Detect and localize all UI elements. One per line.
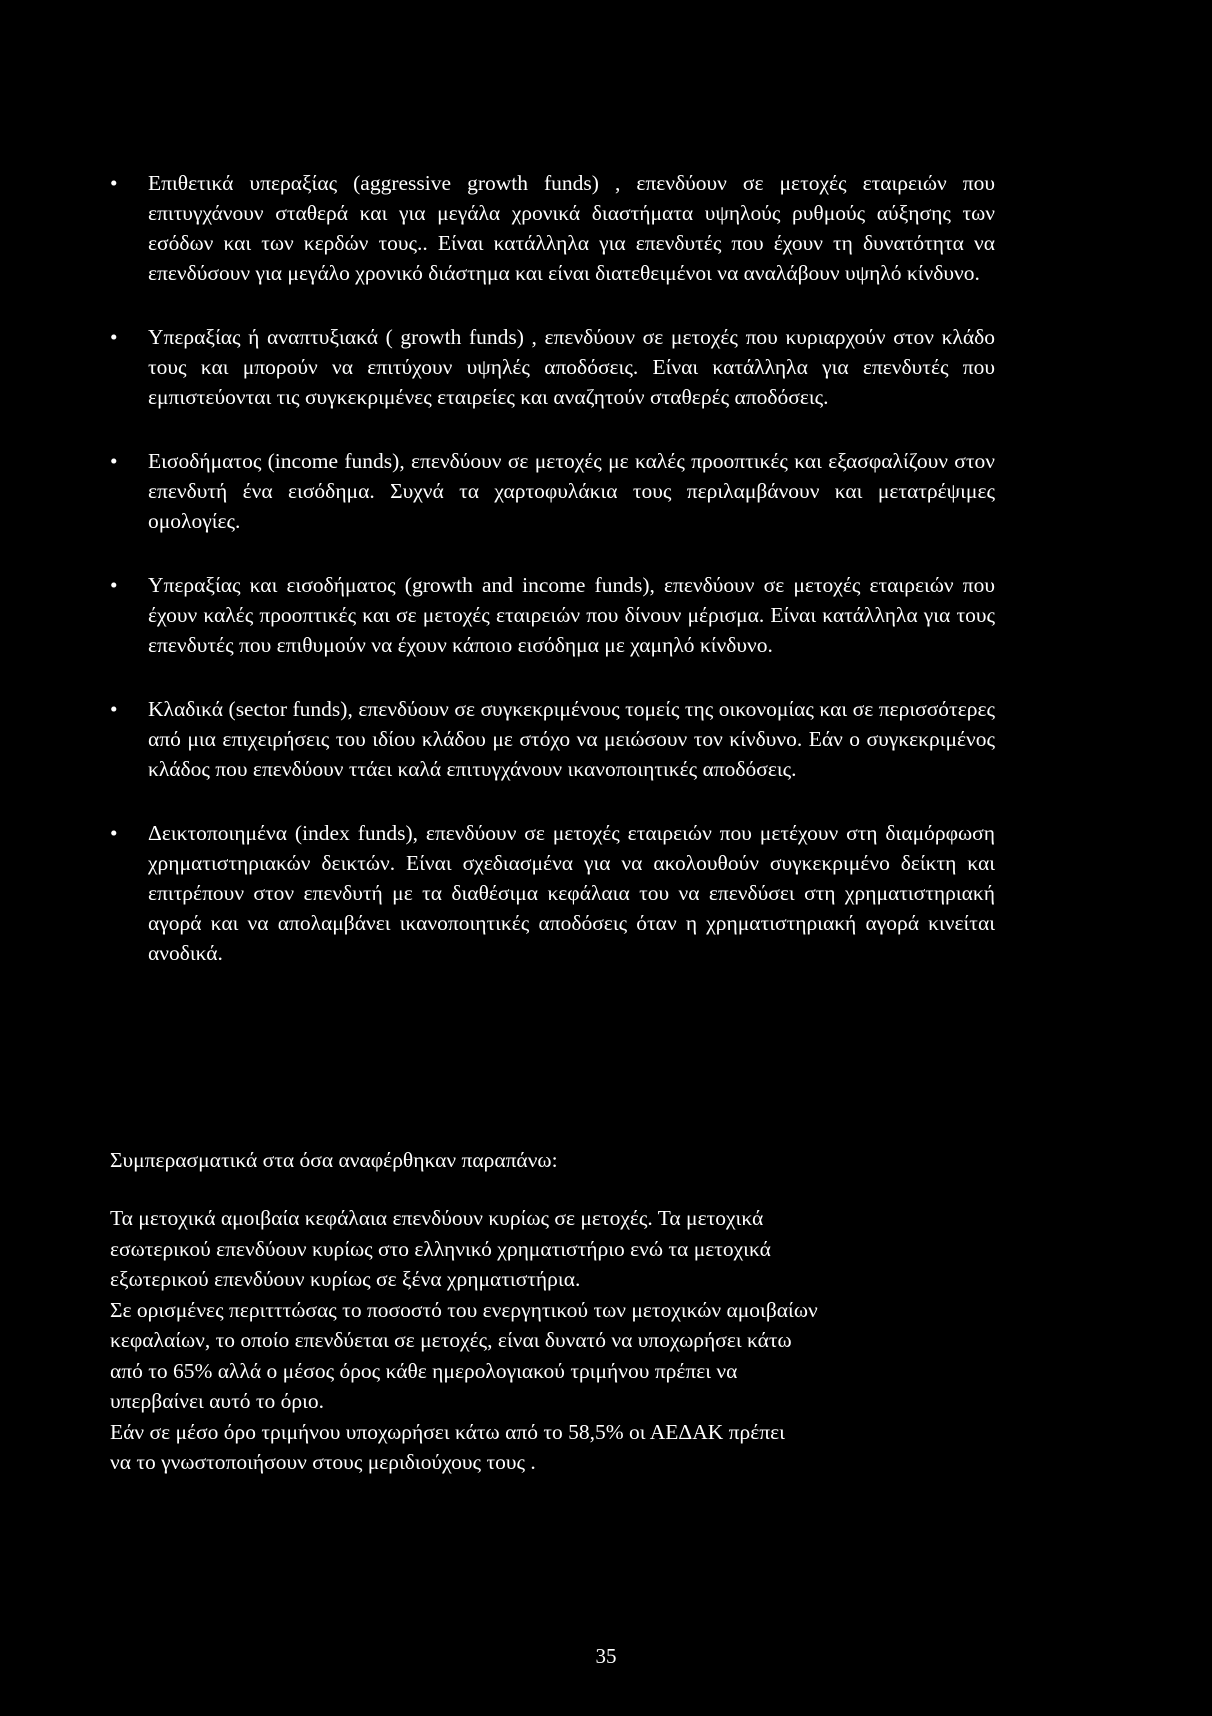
bullet-icon: • (110, 697, 118, 721)
paragraph-line: εξωτερικού επενδύουν κυρίως σε ξένα χρηματιστήρια. (110, 1267, 581, 1291)
page-number: 35 (595, 1644, 617, 1668)
list-item (110, 168, 995, 288)
conclusion-paragraph (110, 1203, 955, 1478)
paragraph-line: εσωτερικού επενδύουν κυρίως στο ελληνικό χρηματιστήριο ενώ τα μετοχικά (110, 1236, 771, 1261)
fund-types-list (110, 168, 995, 1002)
bullet-icon: • (110, 325, 118, 349)
paragraph-line: από το 65% αλλά ο μέσος όρος κάθε ημερολογιακού τριμήνου πρέπει να (110, 1358, 738, 1383)
list-item-text: Δεικτοποιημένα (index funds), επενδύουν σε μετοχές εταιρειών που μετέχουν στη διαμόρφωση χρηματιστηριακών δεικτών. Είναι σχεδιασμένα για να ακολουθούν συγκεκριμένο δείκτη και επιτρέπουν στον επενδυτή με τα διαθέσιμα κεφάλαια του να επενδύσει στη χρηματιστηριακή αγορά και να απολαμβάνει ικανοποιητικές αποδόσεις όταν η χρηματιστηριακή αγορά κινείται ανοδικά. (148, 821, 995, 965)
bullet-icon: • (110, 573, 118, 597)
bullet-icon: • (110, 821, 118, 845)
paragraph-line: υπερβαίνει αυτό το όριο. (110, 1389, 324, 1413)
list-item (110, 446, 995, 536)
list-item (110, 818, 995, 968)
list-item-text: Υπεραξίας και εισοδήματος (growth and income funds), επενδύουν σε μετοχές εταιρειών που έχουν καλές προοπτικές και σε μετοχές εταιρειών που δίνουν μέρισμα. Είναι κατάλληλα για τους επενδυτές που επιθυμούν να έχουν κάποιο εισόδημα με χαμηλό κίνδυνο. (148, 573, 995, 657)
paragraph-line: να το γνωστοποιήσουν στους μεριδιούχους τους . (110, 1450, 536, 1474)
bullet-icon: • (110, 171, 118, 195)
list-item (110, 570, 995, 660)
list-item (110, 694, 995, 784)
paragraph-line: Τα μετοχικά αμοιβαία κεφάλαια επενδύουν κυρίως σε μετοχές. Τα μετοχικά (110, 1206, 764, 1230)
list-item-text: Υπεραξίας ή αναπτυξιακά ( growth funds) , επενδύουν σε μετοχές που κυριαρχούν στον κλάδο τους και μπορούν να επιτύχουν υψηλές αποδόσεις. Είναι κατάλληλα για επενδυτές που εμπιστεύονται τις συγκεκριμένες εταιρείες και αναζητούν σταθερές αποδόσεις. (148, 325, 995, 409)
paragraph-line: κεφαλαίων, το οποίο επενδύεται σε μετοχές, είναι δυνατό να υποχωρήσει κάτω (110, 1328, 792, 1352)
list-item (110, 322, 995, 412)
conclusion-heading: Συμπερασματικά στα όσα αναφέρθηκαν παραπάνω: (110, 1148, 558, 1172)
list-item-text: Επιθετικά υπεραξίας (aggressive growth funds) , επενδύουν σε μετοχές εταιρειών που επιτυγχάνουν σταθερά και για μεγάλα χρονικά διαστήματα υψηλούς ρυθμούς αύξησης των εσόδων και των κερδών τους.. Είναι κατάλληλα για επενδυτές που έχουν τη δυνατότητα να επενδύσουν για μεγάλο χρονικό διάστημα και είναι διατεθειμένοι να αναλάβουν υψηλό κίνδυνο. (148, 171, 995, 285)
list-item-text: Εισοδήματος (income funds), επενδύουν σε μετοχές με καλές προοπτικές και εξασφαλίζουν στον επενδυτή ένα εισόδημα. Συχνά τα χαρτοφυλάκια τους περιλαμβάνουν και μετατρέψιμες ομολογίες. (148, 449, 995, 533)
bullet-icon: • (110, 449, 118, 473)
list-item-text: Κλαδικά (sector funds), επενδύουν σε συγκεκριμένους τομείς της οικονομίας και σε περισσότερες από μια επιχειρήσεις του ιδίου κλάδου με στόχο να μειώσουν τον κίνδυνο. Εάν ο συγκεκριμένος κλάδος που επενδύουν ττάει καλά επιτυγχάνουν ικανοποιητικές αποδόσεις. (148, 697, 995, 781)
paragraph-line: Εάν σε μέσο όρο τριμήνου υποχωρήσει κάτω από το 58,5% οι ΑΕΔΑΚ πρέπει (110, 1419, 785, 1444)
paragraph-line: Σε ορισμένες περιτττώσας το ποσοστό του ενεργητικού των μετοχικών αμοιβαίων (110, 1297, 818, 1322)
